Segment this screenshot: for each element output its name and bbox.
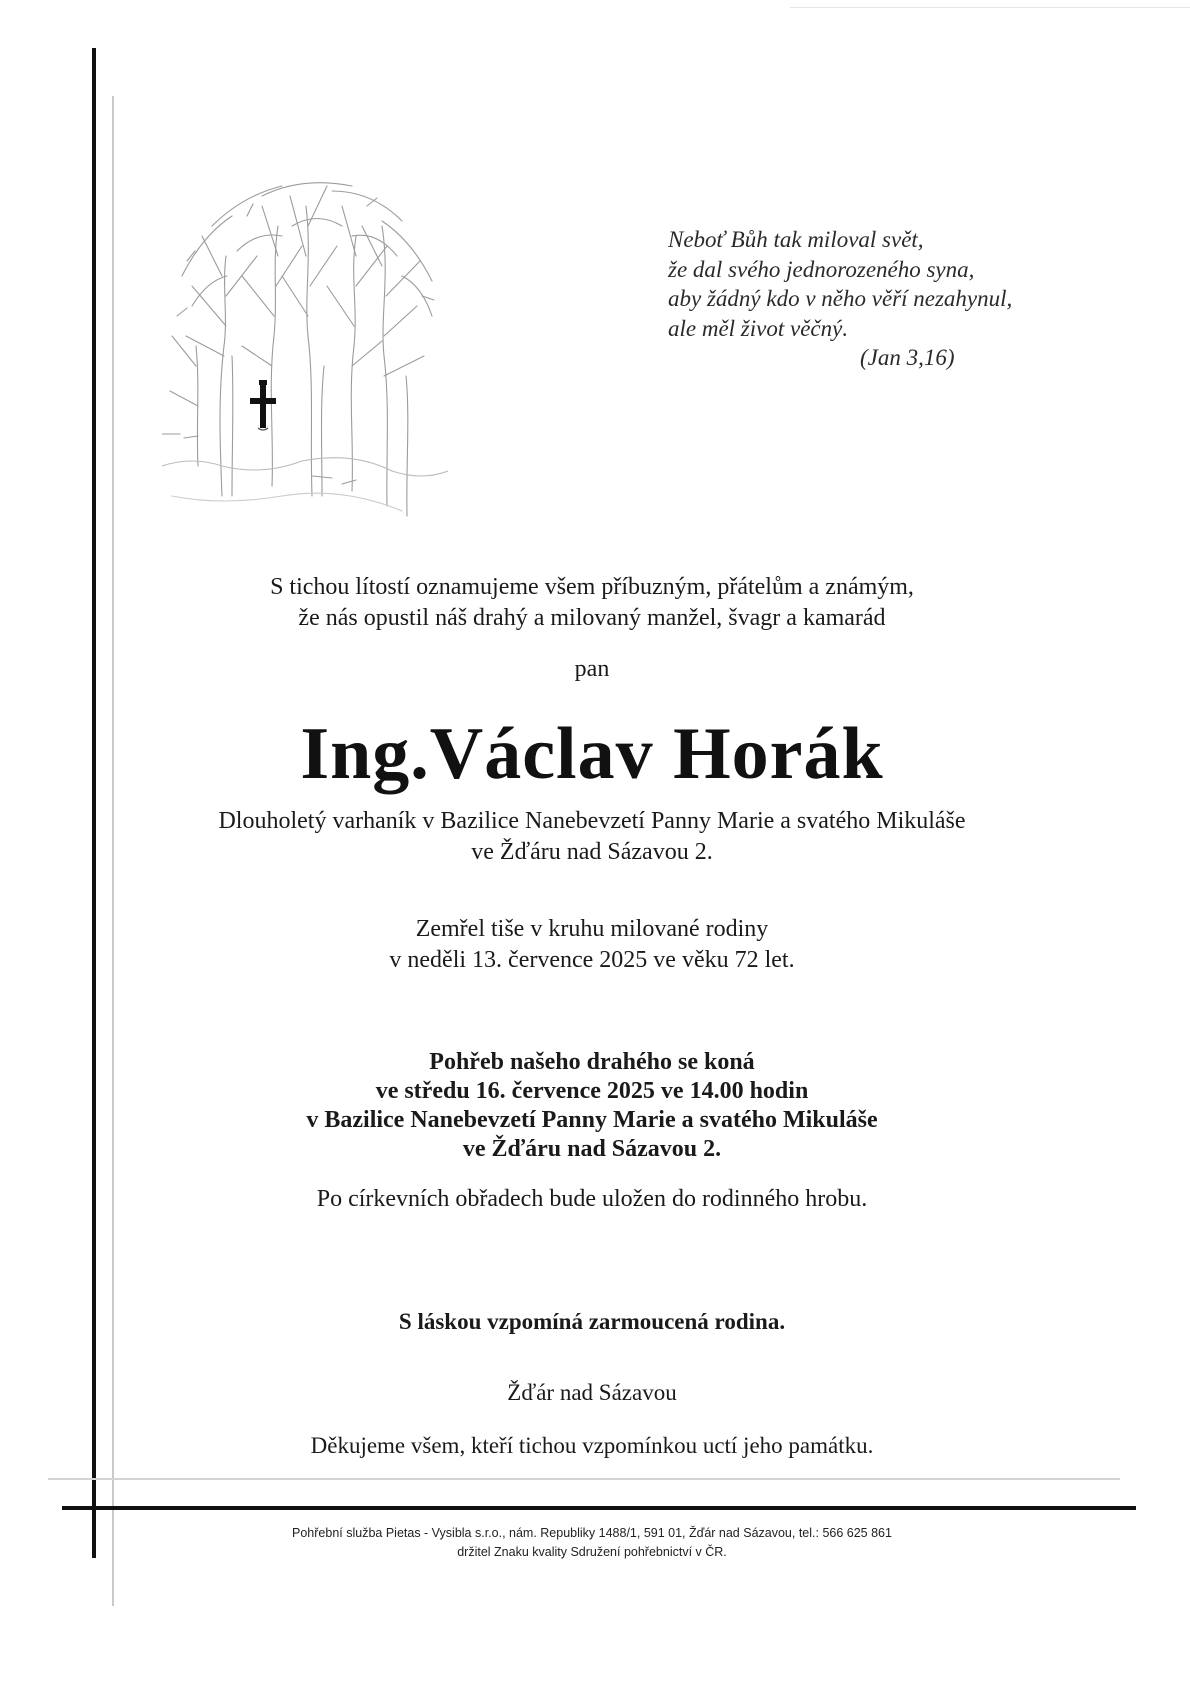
bottom-border-thin [48,1478,1120,1480]
top-edge-rule [790,7,1190,8]
thanks-note: Děkujeme všem, kteří tichou vzpomínkou uctí jeho památku. [310,1433,874,1458]
verse-line: že dal svého jednorozeného syna, [668,256,975,282]
funeral-details [118,1048,1066,1164]
funeral-service-footer [118,1524,1066,1562]
footer-line: Pohřební služba Pietas - Vysibla s.r.o., nám. Republiky 1488/1, 591 01, Žďár nad Sázavou, tel.: 566 625 861 [292,1526,892,1540]
bottom-border-thick [62,1506,1136,1510]
death-line: Zemřel tiše v kruhu milované rodiny [415,916,769,942]
role-line: Dlouholetý varhaník v Bazilice Nanebevzetí Panny Marie a svatého Mikuláše [218,808,966,834]
verse-line: aby žádný kdo v něho věří nezahynul, [668,286,1013,311]
role-line: ve Žďáru nad Sázavou 2. [471,839,713,865]
funeral-line: ve středu 16. července 2025 ve 14.00 hodin [375,1078,809,1104]
burial-note: Po církevních obřadech bude uložen do rodinného hrobu. [316,1186,868,1212]
deceased-role [118,806,1066,868]
funeral-line: Pohřeb našeho drahého se koná [429,1049,755,1075]
tree-grove-with-cross-illustration [162,166,448,554]
announcement-line: že nás opustil náš drahý a milovaný manžel, švagr a kamarád [298,605,886,631]
death-notice [118,914,1066,976]
death-line: v neděli 13. července 2025 ve věku 72 let. [389,947,795,973]
funeral-line: ve Žďáru nad Sázavou 2. [462,1136,722,1162]
place-name: Žďár nad Sázavou [507,1380,677,1405]
announcement-text [118,572,1066,634]
verse-reference: (Jan 3,16) [860,345,955,370]
verse-line: ale měl život věčný. [668,315,849,341]
footer-line: držitel Znaku kvality Sdružení pohřebnictví v ČR. [457,1545,727,1559]
announcement-line: S tichou lítostí oznamujeme všem příbuzným, přátelům a známým, [270,574,914,600]
funeral-line: v Bazilice Nanebevzetí Panny Marie a svatého Mikuláše [306,1107,878,1133]
left-border-thin [112,96,114,1606]
bible-verse [668,225,1068,373]
left-border-thick [92,48,96,1558]
verse-line: Neboť Bůh tak miloval svět, [668,227,924,252]
deceased-name: Ing.Václav Horák [300,713,884,795]
family-farewell: S láskou vzpomíná zarmoucená rodina. [398,1309,786,1334]
salutation: pan [574,656,610,682]
